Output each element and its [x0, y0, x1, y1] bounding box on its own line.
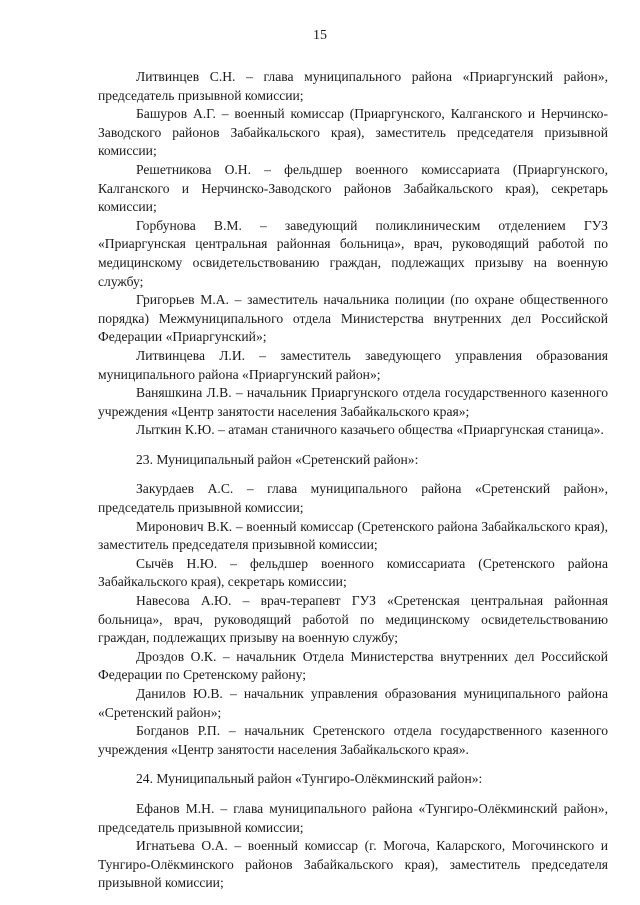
- commission-member-entry: Ефанов М.Н. – глава муниципального района «Тунгиро-Олёкминский район», председатель призывной комиссии;: [98, 800, 608, 835]
- commission-member-entry: Лыткин К.Ю. – атаман станичного казачьего общества «Приаргунская станица».: [136, 422, 604, 438]
- commission-member-entry: Сычёв Н.Ю. – фельдшер военного комиссариата (Сретенского района Забайкальского края), секретарь комиссии;: [98, 555, 608, 590]
- commission-member-entry: Горбунова В.М. – заведующий поликлиническим отделением ГУЗ «Приаргунская центральная районная больница», врач, руководящий работой по медицинскому освидетельствованию граждан, подлежащих призыву на военную службу;: [98, 217, 608, 289]
- commission-member-entry: Башуров А.Г. – военный комиссар (Приаргунского, Калганского и Нерчинско-Заводского районов Забайкальского края), заместитель председателя призывной комиссии;: [98, 106, 608, 159]
- commission-member-entry: Навесова А.Ю. – врач-терапевт ГУЗ «Сретенская центральная районная больница», врач, руководящий работой по медицинскому освидетельствованию граждан, подлежащих призыву на военную службу;: [98, 593, 608, 646]
- commission-member-entry: Григорьев М.А. – заместитель начальника полиции (по охране общественного порядка) Межмуниципального отдела Министерства внутренних дел Российской Федерации «Приаргунский»;: [98, 292, 608, 345]
- commission-member-entry: Данилов Ю.В. – начальник управления образования муниципального района «Сретенский район»;: [98, 686, 608, 720]
- commission-member-entry: Богданов Р.П. – начальник Сретенского отдела государственного казенного учреждения «Центр занятости населения Забайкальского края».: [98, 723, 608, 757]
- commission-member-entry: Ваняшкина Л.В. – начальник Приаргунского отдела государственного казенного учреждения «Центр занятости населения Забайкальского края»;: [98, 385, 608, 419]
- commission-member-entry: Игнатьева О.А. – военный комиссар (г. Могоча, Каларского, Могочинского и Тунгиро-Олёкминского районов Забайкальского края), заместитель председателя призывной комиссии;: [98, 838, 608, 891]
- commission-member-entry: Миронович В.К. – военный комиссар (Сретенского района Забайкальского края), заместитель председателя призывной комиссии;: [98, 518, 608, 553]
- commission-member-entry: Закурдаев А.С. – глава муниципального района «Сретенский район», председатель призывной комиссии;: [98, 481, 608, 516]
- district-section-heading: 24. Муниципальный район «Тунгиро-Олёкминский район»:: [136, 771, 483, 787]
- document-body: [98, 68, 608, 893]
- district-section-heading: 23. Муниципальный район «Сретенский район»:: [136, 451, 419, 467]
- commission-member-entry: Дроздов О.К. – начальник Отдела Министерства внутренних дел Российской Федерации по Сретенскому району;: [98, 648, 608, 683]
- commission-member-entry: Литвинцев С.Н. – глава муниципального района «Приаргунский район», председатель призывной комиссии;: [98, 69, 608, 103]
- page-number: 15: [313, 28, 327, 43]
- commission-member-entry: Литвинцева Л.И. – заместитель заведующего управления образования муниципального района «Приаргунский район»;: [98, 347, 608, 382]
- commission-member-entry: Решетникова О.Н. – фельдшер военного комиссариата (Приаргунского, Калганского и Нерчинско-Заводского районов Забайкальского края), секретарь комиссии;: [98, 161, 608, 215]
